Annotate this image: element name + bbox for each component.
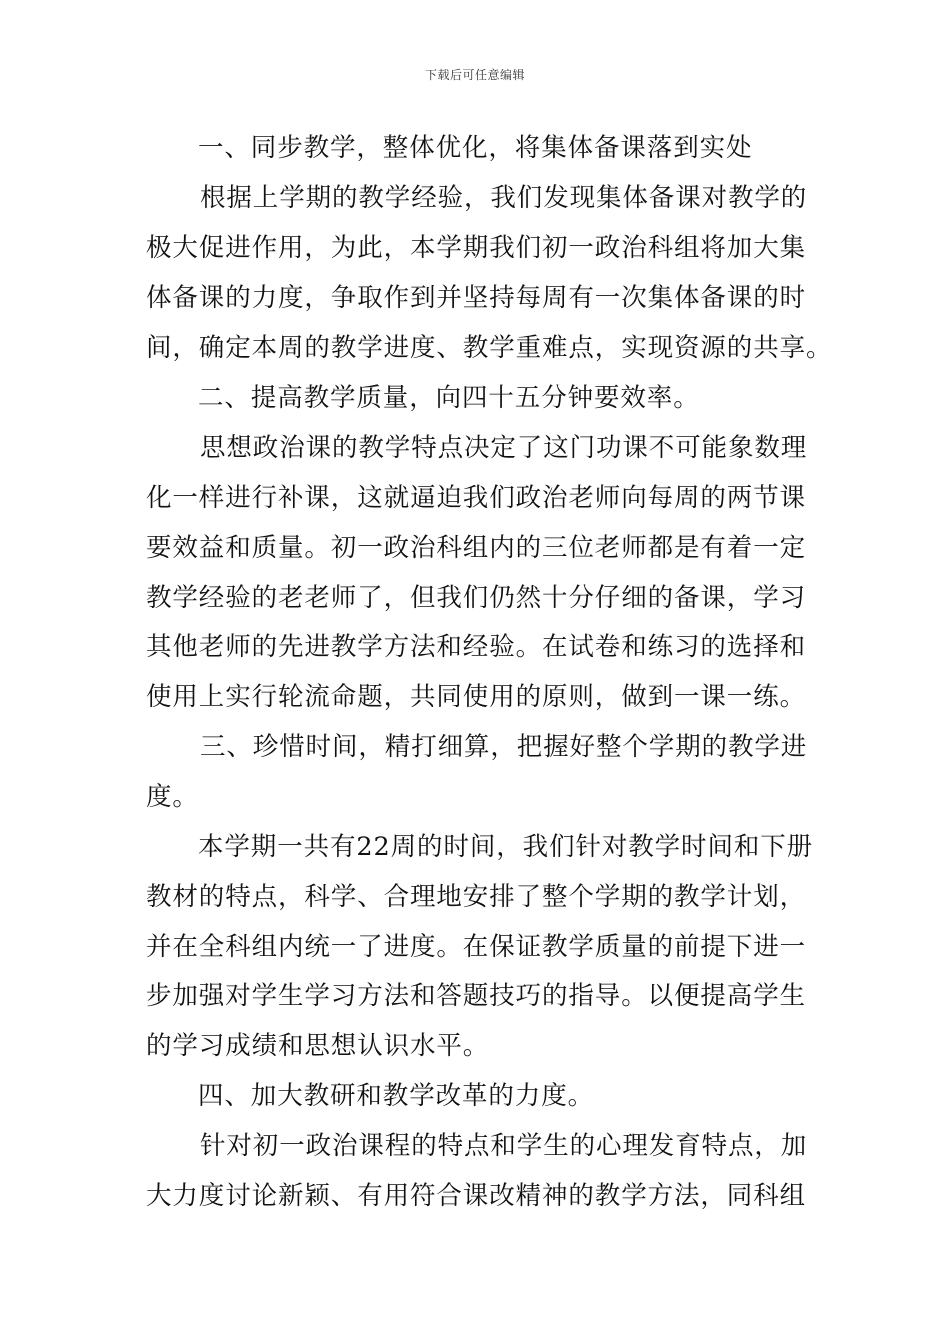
paragraph-line: 使用上实行轮流命题，共同使用的原则，做到一课一练。 bbox=[146, 682, 807, 712]
paragraph-line: 极大促进作用，为此，本学期我们初一政治科组将加大集 bbox=[146, 233, 807, 263]
paragraph-line: 体备课的力度，争取作到并坚持每周有一次集体备课的时 bbox=[146, 283, 807, 313]
paragraph-line: 并在全科组内统一了进度。在保证教学质量的前提下进一 bbox=[146, 932, 807, 962]
paragraph-line: 其他老师的先进教学方法和经验。在试卷和练习的选择和 bbox=[146, 632, 807, 662]
paragraph-line: 间，确定本周的教学进度、教学重难点，实现资源的共享。 bbox=[146, 333, 833, 363]
paragraph-line: 大力度讨论新颖、有用符合课改精神的教学方法，同科组 bbox=[146, 1181, 807, 1211]
page-header: 下载后可任意编辑 bbox=[424, 68, 525, 82]
paragraph-line: 本学期一共有22周的时间，我们针对教学时间和下册 bbox=[198, 832, 814, 862]
section-heading-2: 二、提高教学质量，向四十五分钟要效率。 bbox=[198, 383, 700, 413]
section-heading-3-cont: 度。 bbox=[146, 782, 199, 812]
paragraph-line: 思想政治课的教学特点决定了这门功课不可能象数理 bbox=[200, 433, 808, 463]
paragraph-line: 的学习成绩和思想认识水平。 bbox=[146, 1031, 490, 1061]
paragraph-line: 要效益和质量。初一政治科组内的三位老师都是有着一定 bbox=[146, 533, 807, 563]
section-heading-4: 四、加大教研和教学改革的力度。 bbox=[198, 1081, 595, 1111]
paragraph-line: 化一样进行补课，这就逼迫我们政治老师向每周的两节课 bbox=[146, 483, 807, 513]
section-heading-3: 三、珍惜时间，精打细算，把握好整个学期的教学进 bbox=[200, 732, 808, 762]
paragraph-line: 针对初一政治课程的特点和学生的心理发育特点，加 bbox=[200, 1131, 808, 1161]
section-heading-1: 一、同步教学，整体优化，将集体备课落到实处 bbox=[198, 133, 753, 163]
paragraph-line: 教学经验的老老师了，但我们仍然十分仔细的备课，学习 bbox=[146, 583, 807, 613]
paragraph-line: 根据上学期的教学经验，我们发现集体备课对教学的 bbox=[200, 183, 808, 213]
paragraph-line: 步加强对学生学习方法和答题技巧的指导。以便提高学生 bbox=[146, 981, 807, 1011]
paragraph-line: 教材的特点，科学、合理地安排了整个学期的教学计划， bbox=[146, 882, 807, 912]
